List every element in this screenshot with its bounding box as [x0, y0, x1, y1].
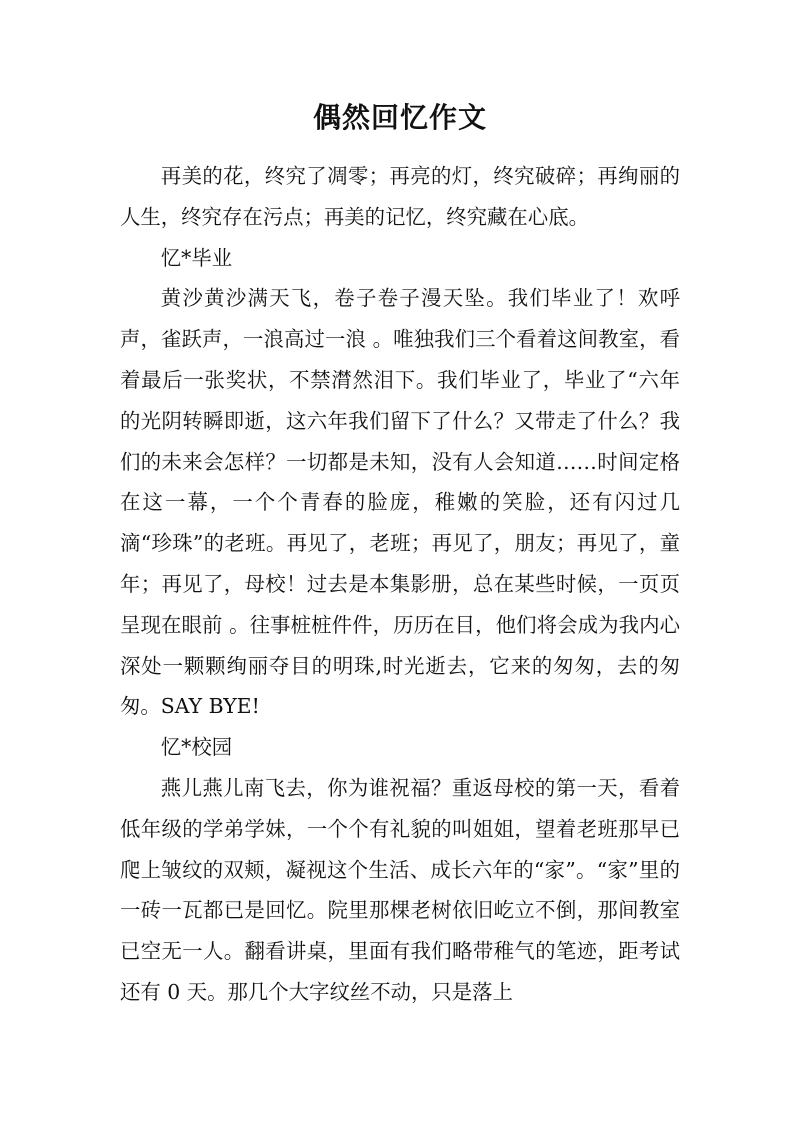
document-body — [120, 156, 680, 1013]
section-heading-campus: 忆*校园 — [160, 735, 233, 760]
graduation-paragraph: 黄沙黄沙满天飞，卷子卷子漫天坠。我们毕业了！欢呼声，雀跃声，一浪高过一浪 。唯独我们三个看着这间教室，看着最后一张奖状，不禁潸然泪下。我们毕业了，毕业了“六年的光阴转瞬即逝，这六年我们留下了什么？又带走了什么？我们的未来会怎样？一切都是未知，没有人会知道……时间定格在这一幕，一个个青春的脸庞，稚嫩的笑脸，还有闪过几滴“珍珠”的老班。再见了，老班；再见了，朋友；再见了，童年；再见了，母校！过去是本集影册，总在某些时候，一页页呈现在眼前 。往事桩桩件件，历历在目，他们将会成为我内心深处一颗颗绚丽夺目的明珠,时光逝去，它来的匆匆，去的匆匆。SAY BYE! — [120, 286, 680, 719]
document-title: 偶然回忆作文 — [312, 101, 487, 134]
campus-paragraph: 燕儿燕儿南飞去，你为谁祝福？重返母校的第一天，看着低年级的学弟学妹，一个个有礼貌的叫姐姐，望着老班那早已爬上皱纹的双颊，凝视这个生活、成长六年的“家”。“家”里的一砖一瓦都已是回忆。院里那棵老树依旧屹立不倒，那间教室已空无一人。翻看讲桌，里面有我们略带稚气的笔迹，距考试还有 0 天。那几个大字纹丝不动，只是落上 — [120, 775, 680, 1004]
intro-paragraph: 再美的花，终究了凋零；再亮的灯，终究破碎；再绚丽的人生，终究存在污点；再美的记忆，终究藏在心底。 — [120, 164, 680, 229]
section-heading-graduation: 忆*毕业 — [160, 245, 233, 270]
